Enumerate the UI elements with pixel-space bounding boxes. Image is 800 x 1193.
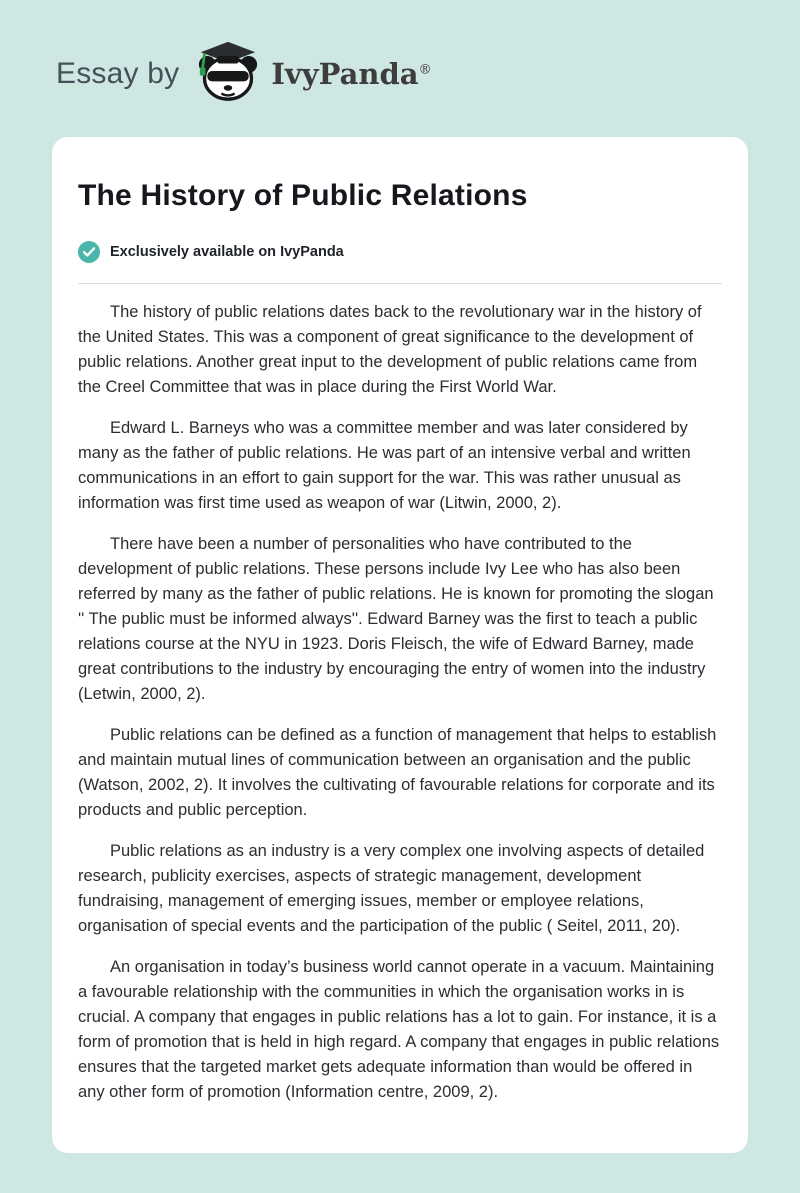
check-icon: [78, 241, 100, 263]
header: [52, 34, 748, 137]
essay-paragraph: Public relations can be defined as a function of management that helps to establish and maintain mutual lines of communication between an organisation and the public (Watson, 2002, 2). It involves the cultivating of favourable relations for corporate and its products and public perception.: [78, 726, 717, 819]
brand-name: [271, 57, 431, 91]
essay-paragraphs: [78, 300, 722, 1105]
divider: [78, 283, 722, 284]
essay-card: [52, 137, 748, 1153]
registered-mark: ®: [418, 61, 432, 77]
essay-paragraph: Edward L. Barneys who was a committee member and was later considered by many as the father of public relations. He was part of an intensive verbal and written communications in an effort to gain support for the war. This was rather unusual as information was first time used as weapon of war (Litwin, 2000, 2).: [78, 419, 691, 512]
essay-paragraph: There have been a number of personalities who have contributed to the development of public relations. These persons include Ivy Lee who has also been referred by many as the father of public relations. He is known for promoting the slogan '' The public must be informed always''. Edward Barney was the first to teach a public relations course at the NYU in 1923. Doris Fleisch, the wife of Edward Barney, made great contributions to the industry by encouraging the entry of women into the industry (Letwin, 2000, 2).: [78, 535, 714, 703]
essay-paragraph: Public relations as an industry is a very complex one involving aspects of detailed research, publicity exercises, aspects of strategic management, development fundraising, management of emerging issues, member or employee relations, organisation of special events and the participation of the public ( Seitel, 2011, 20).: [78, 842, 705, 935]
essay-paragraph: The history of public relations dates back to the revolutionary war in the history of the United States. This was a component of great significance to the development of public relations. Another great input to the development of public relations came from the Creel Committee that was in place during the First World War.: [78, 303, 702, 396]
panda-logo-icon: [195, 40, 261, 107]
brand-text: IvyPanda: [271, 56, 419, 91]
page-title: The History of Public Relations: [78, 179, 528, 212]
essay-paragraph: An organisation in today’s business world cannot operate in a vacuum. Maintaining a favourable relationship with the communities in which the organisation works in is crucial. A company that engages in public relations has a lot to gain. For instance, it is a form of promotion that is held in high regard. A company that engages in public relations ensures that the targeted market gets adequate information than would be offered in any other form of promotion (Information centre, 2009, 2).: [78, 958, 720, 1101]
essay-by-label: Essay by: [56, 56, 180, 90]
badge-label: Exclusively available on IvyPanda: [110, 244, 344, 260]
brand-logo: [195, 40, 431, 107]
availability-badge: [78, 241, 722, 263]
